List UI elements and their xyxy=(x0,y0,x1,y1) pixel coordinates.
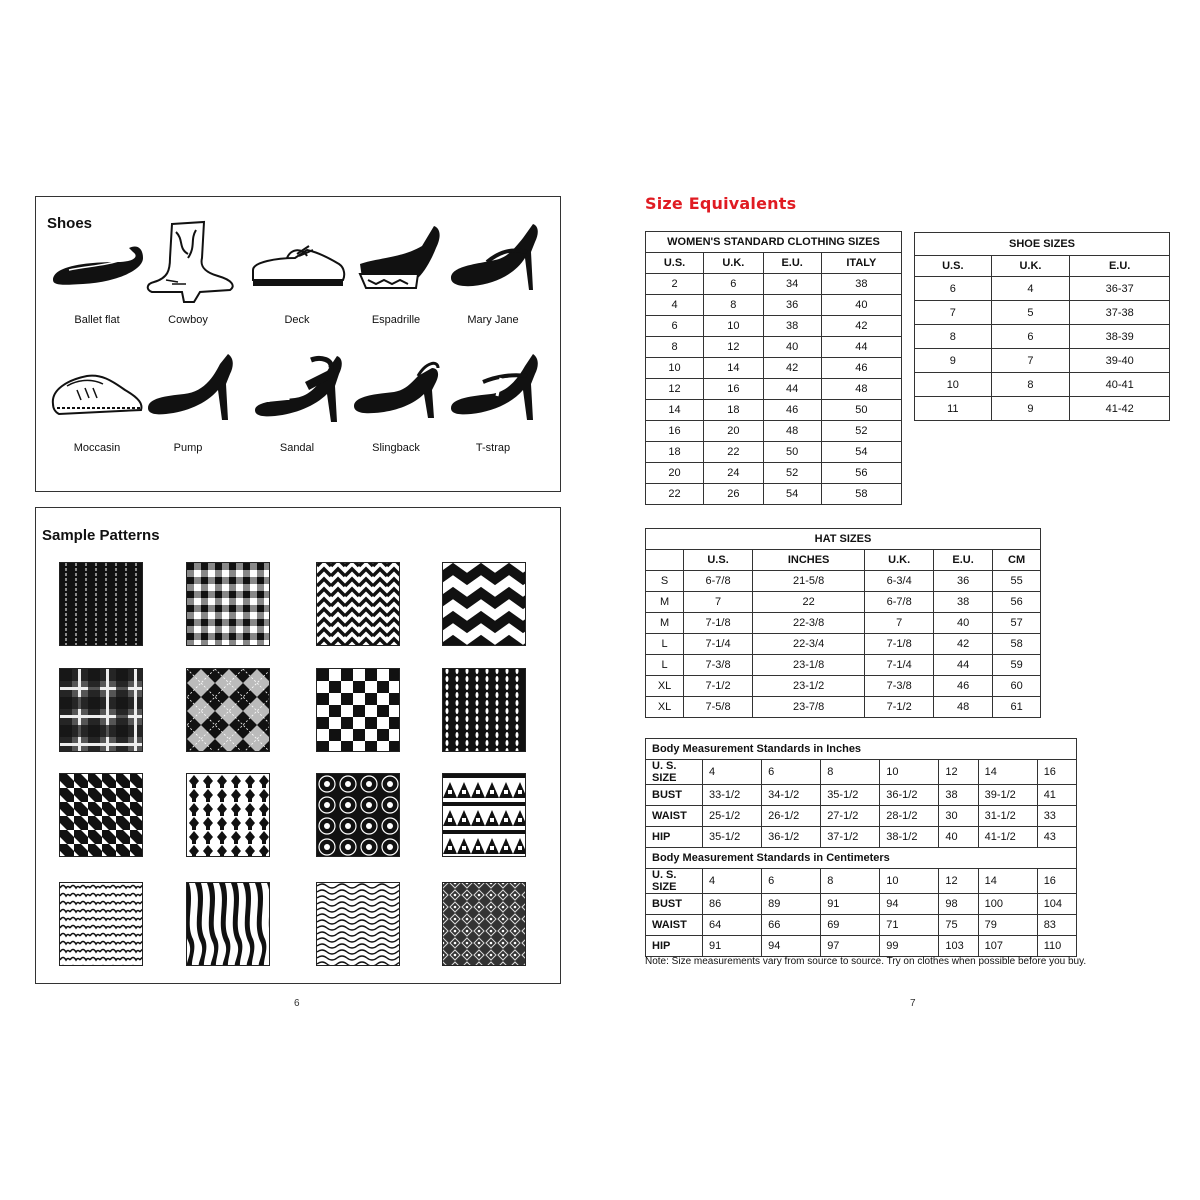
table-row xyxy=(646,760,1077,785)
table-cell: 23-1/2 xyxy=(752,676,864,697)
table-cell: 35-1/2 xyxy=(821,785,880,806)
argyle-swatch xyxy=(186,668,270,752)
fleur-tile-swatch xyxy=(186,773,270,857)
table-cell: XL xyxy=(646,697,684,718)
table-cell: 40 xyxy=(763,337,821,358)
table-cell: 48 xyxy=(763,421,821,442)
table-cell: 14 xyxy=(978,760,1037,785)
t-strap-icon xyxy=(443,346,543,436)
table-cell: 7-1/2 xyxy=(865,697,934,718)
table-cell: 75 xyxy=(939,915,978,936)
ballet-flat-icon xyxy=(47,218,147,308)
table-row xyxy=(915,301,1170,325)
column-header: U.S. xyxy=(684,550,753,571)
table-cell: 41 xyxy=(1037,785,1076,806)
shoe-sizes-caption: SHOE SIZES xyxy=(915,233,1170,256)
table-cell: 14 xyxy=(704,358,764,379)
table-cell: 24 xyxy=(704,463,764,484)
table-cell: 6-7/8 xyxy=(684,571,753,592)
mary-jane-icon xyxy=(443,218,543,308)
table-cell: 4 xyxy=(646,295,704,316)
table-cell: 10 xyxy=(646,358,704,379)
table-cell: 7 xyxy=(991,349,1070,373)
table-cell: 44 xyxy=(763,379,821,400)
table-cell: 39-40 xyxy=(1070,349,1170,373)
table-cell: 43 xyxy=(1037,827,1076,848)
column-header xyxy=(646,550,684,571)
table-cell: L xyxy=(646,655,684,676)
table-cell: 6 xyxy=(991,325,1070,349)
table-cell: 50 xyxy=(821,400,901,421)
table-row xyxy=(646,337,902,358)
fair-isle-pattern-icon xyxy=(443,774,526,857)
table-cell: 12 xyxy=(704,337,764,358)
diamond-swatch xyxy=(442,882,526,966)
table-cell: 10 xyxy=(915,373,992,397)
table-cell: 18 xyxy=(646,442,704,463)
shoe-label: Ballet flat xyxy=(74,314,120,326)
table-row xyxy=(646,295,902,316)
slingback-icon xyxy=(346,346,446,436)
table-cell: 86 xyxy=(703,894,762,915)
column-header: CM xyxy=(993,550,1041,571)
table-cell: 42 xyxy=(934,634,993,655)
table-cell: 10 xyxy=(704,316,764,337)
chevron-swatch xyxy=(442,562,526,646)
table-row xyxy=(646,869,1077,894)
plaid-swatch xyxy=(59,668,143,752)
table-cell: 36-1/2 xyxy=(880,785,939,806)
table-cell: 52 xyxy=(763,463,821,484)
table-cell: 91 xyxy=(821,894,880,915)
table-cell: 9 xyxy=(915,349,992,373)
table-row xyxy=(646,655,1041,676)
table-cell: 54 xyxy=(821,442,901,463)
table-cell: 12 xyxy=(939,760,978,785)
table-cell: 6-3/4 xyxy=(865,571,934,592)
table-cell: 28-1/2 xyxy=(880,806,939,827)
table-cell: 107 xyxy=(978,936,1037,957)
row-label: WAIST xyxy=(646,806,703,827)
table-cell: 8 xyxy=(646,337,704,358)
table-row xyxy=(646,613,1041,634)
shoe-item xyxy=(133,346,243,454)
table-cell: 7-3/8 xyxy=(865,676,934,697)
shoe-label: Moccasin xyxy=(73,442,121,454)
table-cell: 8 xyxy=(991,373,1070,397)
table-cell: 38 xyxy=(821,274,901,295)
table-row xyxy=(646,274,902,295)
column-header: U.K. xyxy=(704,253,764,274)
bird-print-pattern-icon xyxy=(60,883,143,966)
table-cell: 44 xyxy=(934,655,993,676)
table-cell: 71 xyxy=(880,915,939,936)
table-row xyxy=(646,400,902,421)
table-cell: 44 xyxy=(821,337,901,358)
table-cell: 4 xyxy=(703,760,762,785)
table-cell: 59 xyxy=(993,655,1041,676)
section-caption: Body Measurement Standards in Centimeters xyxy=(646,848,1077,869)
shoe-item xyxy=(341,218,451,326)
table-cell: S xyxy=(646,571,684,592)
table-row xyxy=(646,379,902,400)
table-cell: 16 xyxy=(646,421,704,442)
row-label: HIP xyxy=(646,936,703,957)
houndstooth-swatch xyxy=(59,773,143,857)
fair-isle-swatch xyxy=(442,773,526,857)
table-cell: 40-41 xyxy=(1070,373,1170,397)
table-cell: 11 xyxy=(915,397,992,421)
size-note: Note: Size measurements vary from source to source. Try on clothes when possible before you buy. xyxy=(645,956,1087,967)
womens-sizes-table xyxy=(645,231,902,505)
table-cell: 12 xyxy=(939,869,978,894)
table-cell: 26 xyxy=(704,484,764,505)
espadrille-icon xyxy=(346,218,446,308)
table-cell: M xyxy=(646,613,684,634)
table-cell: 22 xyxy=(752,592,864,613)
pump-icon xyxy=(138,346,238,436)
table-cell: 97 xyxy=(821,936,880,957)
table-cell: 7-1/8 xyxy=(865,634,934,655)
shoe-item xyxy=(133,218,243,326)
table-cell: 36-37 xyxy=(1070,277,1170,301)
shoe-item xyxy=(438,346,548,454)
wave-swatch xyxy=(316,882,400,966)
column-header: U.K. xyxy=(991,256,1070,277)
table-cell: 7 xyxy=(684,592,753,613)
table-cell: 46 xyxy=(821,358,901,379)
table-row xyxy=(646,806,1077,827)
shoe-label: Slingback xyxy=(372,442,420,454)
table-cell: 6 xyxy=(915,277,992,301)
table-cell: 18 xyxy=(704,400,764,421)
table-cell: 41-1/2 xyxy=(978,827,1037,848)
table-cell: 34-1/2 xyxy=(762,785,821,806)
gingham-swatch xyxy=(186,562,270,646)
table-cell: 52 xyxy=(821,421,901,442)
table-row xyxy=(646,442,902,463)
table-row xyxy=(646,592,1041,613)
diamond-pattern-icon xyxy=(443,883,526,966)
table-cell: M xyxy=(646,592,684,613)
body-measurements-table xyxy=(645,738,1077,957)
table-cell: 100 xyxy=(978,894,1037,915)
table-cell: 38 xyxy=(934,592,993,613)
pinstripe-swatch xyxy=(59,562,143,646)
checkerboard-pattern-icon xyxy=(317,669,400,752)
column-header: ITALY xyxy=(821,253,901,274)
shoe-item xyxy=(242,218,352,326)
page-number-left: 6 xyxy=(294,998,300,1009)
table-cell: 46 xyxy=(763,400,821,421)
table-row xyxy=(646,463,902,484)
table-cell: 98 xyxy=(939,894,978,915)
table-cell: 10 xyxy=(880,869,939,894)
table-cell: 2 xyxy=(646,274,704,295)
shoe-label: Sandal xyxy=(279,442,315,454)
section-caption-row xyxy=(646,739,1077,760)
shoe-item xyxy=(341,346,451,454)
page-number-right: 7 xyxy=(910,998,916,1009)
table-cell: 7-3/8 xyxy=(684,655,753,676)
shoe-label: Deck xyxy=(284,314,310,326)
table-cell: 14 xyxy=(978,869,1037,894)
ikat-stripe-swatch xyxy=(442,668,526,752)
table-cell: 12 xyxy=(646,379,704,400)
hat-sizes-table xyxy=(645,528,1041,718)
table-row xyxy=(915,277,1170,301)
table-cell: 22-3/8 xyxy=(752,613,864,634)
table-cell: 7 xyxy=(915,301,992,325)
table-row xyxy=(646,634,1041,655)
table-row xyxy=(915,373,1170,397)
table-cell: 33 xyxy=(1037,806,1076,827)
shoe-label: Mary Jane xyxy=(467,314,519,326)
section-caption-row xyxy=(646,848,1077,869)
table-cell: 57 xyxy=(993,613,1041,634)
shoe-label: Cowboy xyxy=(168,314,208,326)
shoe-item xyxy=(438,218,548,326)
hat-sizes-caption: HAT SIZES xyxy=(646,529,1041,550)
table-cell: 66 xyxy=(762,915,821,936)
zebra-pattern-icon xyxy=(187,883,270,966)
table-cell: 42 xyxy=(763,358,821,379)
table-cell: 22-3/4 xyxy=(752,634,864,655)
table-cell: 40 xyxy=(821,295,901,316)
patterns-title: Sample Patterns xyxy=(42,527,160,544)
table-cell: 6 xyxy=(704,274,764,295)
table-cell: 6-7/8 xyxy=(865,592,934,613)
table-cell: 26-1/2 xyxy=(762,806,821,827)
table-cell: 37-1/2 xyxy=(821,827,880,848)
table-cell: 7-5/8 xyxy=(684,697,753,718)
table-cell: 23-1/8 xyxy=(752,655,864,676)
table-cell: 4 xyxy=(703,869,762,894)
herringbone-swatch xyxy=(316,562,400,646)
table-cell: 50 xyxy=(763,442,821,463)
table-cell: 89 xyxy=(762,894,821,915)
table-row xyxy=(646,421,902,442)
table-cell: 5 xyxy=(991,301,1070,325)
table-cell: 37-38 xyxy=(1070,301,1170,325)
column-header: E.U. xyxy=(1070,256,1170,277)
table-cell: 64 xyxy=(703,915,762,936)
table-row xyxy=(646,785,1077,806)
table-cell: 39-1/2 xyxy=(978,785,1037,806)
cowboy-boot-icon xyxy=(138,218,238,308)
table-cell: 25-1/2 xyxy=(703,806,762,827)
table-cell: 27-1/2 xyxy=(821,806,880,827)
table-cell: 4 xyxy=(991,277,1070,301)
circle-medallion-pattern-icon xyxy=(317,774,400,857)
size-equivalents-title: Size Equivalents xyxy=(645,194,797,213)
deck-shoe-icon xyxy=(247,218,347,308)
table-row xyxy=(646,894,1077,915)
shoe-label: T-strap xyxy=(475,442,511,454)
table-row xyxy=(646,316,902,337)
table-cell: 10 xyxy=(880,760,939,785)
table-cell: 20 xyxy=(646,463,704,484)
moccasin-icon xyxy=(47,346,147,436)
table-cell: 35-1/2 xyxy=(703,827,762,848)
table-cell: 36 xyxy=(763,295,821,316)
shoe-label: Espadrille xyxy=(371,314,421,326)
row-label: BUST xyxy=(646,894,703,915)
table-cell: 9 xyxy=(991,397,1070,421)
table-row xyxy=(646,358,902,379)
table-row xyxy=(915,325,1170,349)
table-cell: 31-1/2 xyxy=(978,806,1037,827)
row-label: U. S. SIZE xyxy=(646,869,703,894)
table-cell: 21-5/8 xyxy=(752,571,864,592)
shoe-sizes-table xyxy=(914,232,1170,421)
row-label: WAIST xyxy=(646,915,703,936)
table-cell: 48 xyxy=(934,697,993,718)
table-cell: 7-1/4 xyxy=(865,655,934,676)
column-header: U.S. xyxy=(915,256,992,277)
table-cell: 6 xyxy=(762,869,821,894)
table-cell: 36-1/2 xyxy=(762,827,821,848)
womens-sizes-caption: WOMEN'S STANDARD CLOTHING SIZES xyxy=(646,232,902,253)
wave-pattern-icon xyxy=(317,883,400,966)
row-label: HIP xyxy=(646,827,703,848)
table-cell: 40 xyxy=(939,827,978,848)
table-cell: 54 xyxy=(763,484,821,505)
table-cell: 7 xyxy=(865,613,934,634)
table-cell: 104 xyxy=(1037,894,1076,915)
table-row xyxy=(915,397,1170,421)
table-cell: 60 xyxy=(993,676,1041,697)
table-cell: 23-7/8 xyxy=(752,697,864,718)
section-caption: Body Measurement Standards in Inches xyxy=(646,739,1077,760)
table-cell: 48 xyxy=(821,379,901,400)
table-cell: 110 xyxy=(1037,936,1076,957)
table-cell: 91 xyxy=(703,936,762,957)
table-cell: 56 xyxy=(993,592,1041,613)
table-cell: L xyxy=(646,634,684,655)
table-cell: 8 xyxy=(915,325,992,349)
table-row xyxy=(646,915,1077,936)
row-label: BUST xyxy=(646,785,703,806)
chevron-pattern-icon xyxy=(443,563,526,646)
table-cell: 83 xyxy=(1037,915,1076,936)
table-cell: 41-42 xyxy=(1070,397,1170,421)
table-cell: 55 xyxy=(993,571,1041,592)
table-row xyxy=(646,697,1041,718)
table-cell: 36 xyxy=(934,571,993,592)
table-cell: 99 xyxy=(880,936,939,957)
ikat-stripe-pattern-icon xyxy=(443,669,526,752)
gingham-pattern-icon xyxy=(187,563,270,646)
table-cell: 7-1/8 xyxy=(684,613,753,634)
circle-medallion-swatch xyxy=(316,773,400,857)
column-header: U.S. xyxy=(646,253,704,274)
table-cell: 34 xyxy=(763,274,821,295)
table-cell: 33-1/2 xyxy=(703,785,762,806)
shoe-item xyxy=(242,346,352,454)
table-cell: 20 xyxy=(704,421,764,442)
column-header: U.K. xyxy=(865,550,934,571)
table-cell: 38 xyxy=(939,785,978,806)
table-cell: 30 xyxy=(939,806,978,827)
argyle-pattern-icon xyxy=(187,669,270,752)
table-cell: 8 xyxy=(704,295,764,316)
table-cell: 38-1/2 xyxy=(880,827,939,848)
table-row xyxy=(646,676,1041,697)
column-header: INCHES xyxy=(752,550,864,571)
shoe-label: Pump xyxy=(173,442,203,454)
zebra-swatch xyxy=(186,882,270,966)
table-cell: 94 xyxy=(880,894,939,915)
table-row xyxy=(646,484,902,505)
table-cell: 22 xyxy=(704,442,764,463)
table-cell: 16 xyxy=(1037,760,1076,785)
herringbone-pattern-icon xyxy=(317,563,400,646)
table-cell: 38-39 xyxy=(1070,325,1170,349)
pinstripe-pattern-icon xyxy=(60,563,143,646)
table-cell: 58 xyxy=(993,634,1041,655)
table-cell: 103 xyxy=(939,936,978,957)
bird-print-swatch xyxy=(59,882,143,966)
table-row xyxy=(646,571,1041,592)
table-cell: 58 xyxy=(821,484,901,505)
table-cell: 22 xyxy=(646,484,704,505)
table-row xyxy=(646,936,1077,957)
table-cell: 94 xyxy=(762,936,821,957)
table-cell: 8 xyxy=(821,869,880,894)
shoes-title: Shoes xyxy=(47,215,93,232)
houndstooth-pattern-icon xyxy=(60,774,143,857)
checkerboard-swatch xyxy=(316,668,400,752)
table-cell: 6 xyxy=(762,760,821,785)
table-cell: XL xyxy=(646,676,684,697)
table-cell: 61 xyxy=(993,697,1041,718)
fleur-tile-pattern-icon xyxy=(187,774,270,857)
table-cell: 14 xyxy=(646,400,704,421)
table-cell: 56 xyxy=(821,463,901,484)
table-cell: 40 xyxy=(934,613,993,634)
sandal-icon xyxy=(247,346,347,436)
table-cell: 42 xyxy=(821,316,901,337)
table-cell: 38 xyxy=(763,316,821,337)
table-row xyxy=(915,349,1170,373)
table-cell: 16 xyxy=(704,379,764,400)
table-cell: 46 xyxy=(934,676,993,697)
table-cell: 79 xyxy=(978,915,1037,936)
table-cell: 69 xyxy=(821,915,880,936)
table-cell: 16 xyxy=(1037,869,1076,894)
plaid-pattern-icon xyxy=(60,669,143,752)
table-cell: 7-1/4 xyxy=(684,634,753,655)
table-cell: 7-1/2 xyxy=(684,676,753,697)
table-row xyxy=(646,827,1077,848)
column-header: E.U. xyxy=(934,550,993,571)
table-cell: 8 xyxy=(821,760,880,785)
table-cell: 6 xyxy=(646,316,704,337)
column-header: E.U. xyxy=(763,253,821,274)
row-label: U. S. SIZE xyxy=(646,760,703,785)
